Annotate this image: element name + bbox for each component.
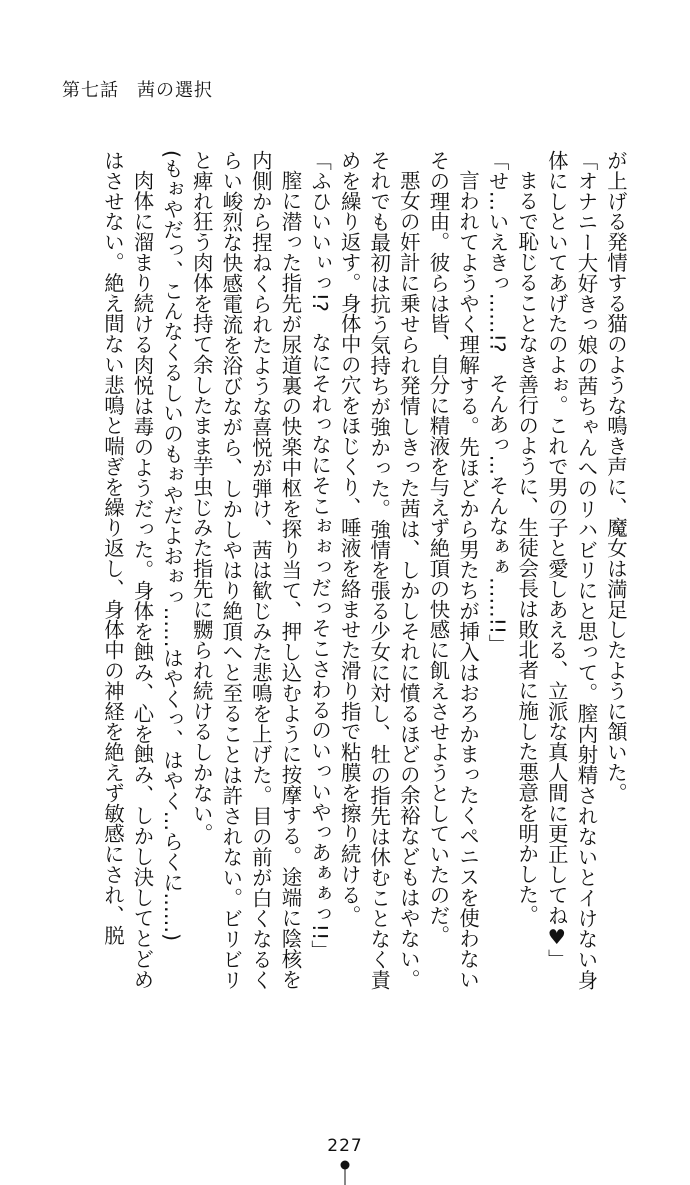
paragraph-dialogue: 「ふひいいぃっ!? なにそれっなにそこぉぉっだっそこさわるのいっいやっあぁぁっ!!」 [308, 150, 333, 961]
paragraph-dialogue: 「せ…いえきっ……!? そんあっ…そんなぁぁ……!!」 [485, 150, 510, 655]
paragraph: 悪女の奸計に乗せられ発情しきった茜は、しかしそれに憤るほどの余裕などもはやない。それでも最初は抗う気持ちが強かった。強情を張る少女に対し、牡の指先は休むことなく責めを繰り返す。身体中の穴をほじくり、唾液を絡ませた滑り指で粘膜を擦り続ける。 [337, 150, 421, 990]
paragraph: 膣に潜った指先が尿道裏の快楽中枢を探り当て、押し込むように按摩する。途端に陰核を内側から捏ねくられたような喜悦が弾け、茜は歓じみた悲鳴を上げた。目の前が白くなるくらい峻烈な快感電流を浴びながら、しかしやはり絶頂へと至ることは許されない。ビリビリと痺れ狂う肉体を持て余したまま芋虫じみた指先に嬲られ続けるしかない。 [189, 150, 303, 990]
paragraph: 言われてようやく理解する。先ほどから男たちが挿入はおろかまったくペニスを使わないその理由。彼らは皆、自分に精液を与えず絶頂の快感に飢えさせようとしていたのだ。 [426, 150, 481, 990]
paragraph-dialogue: 「オナニー大好きっ娘の茜ちゃんへのリハビリにと思って。膣内射精されないとイけない身体にしといてあげたのよぉ。これで男の子と愛しあえる、立派な真人間に更正してね♥」 [544, 150, 599, 990]
folio-ornament-icon [338, 1160, 352, 1185]
paragraph: まるで恥じることなき善行のように、生徒会長は敗北者に施した悪意を明かした。 [515, 170, 540, 926]
paragraph: 肉体に溜まり続ける肉悦は毒のようだった。身体を蝕み、心を蝕み、しかし決してとどめはさせない。絶え間ない悲鳴と喘ぎを繰り返し、身体中の神経を絶えず敏感にされ、脱 [100, 150, 155, 990]
paragraph-thought: (もぉやだっ、こんなくるしいのもぉやだよおぉっ……はやくっ、はやく…らくに……) [160, 150, 185, 942]
running-head [62, 76, 213, 102]
vertical-body-text [50, 150, 630, 990]
chapter-title: 茜の選択 [137, 80, 213, 101]
page-number: 227 [327, 1136, 363, 1156]
paragraph-continuation: が上げる発情する猫のような鳴き声に、魔女は満足したように頷いた。 [604, 150, 628, 803]
chapter-number: 第七話 [62, 80, 119, 101]
